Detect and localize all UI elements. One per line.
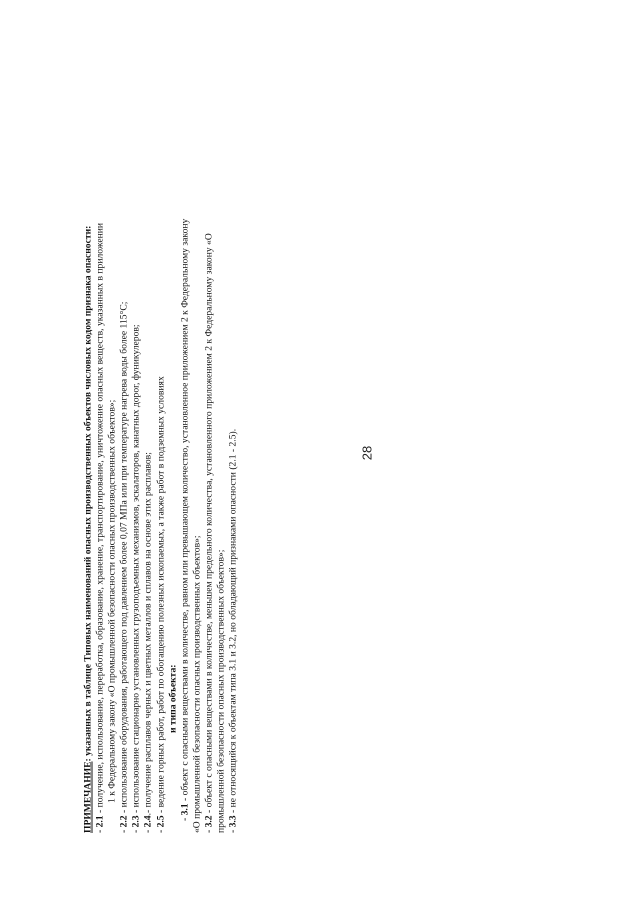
type-3-1-cont <box>191 73 203 833</box>
type-3-1 <box>179 73 191 833</box>
type-3-2 <box>203 73 215 833</box>
item-code: - 2.2 <box>118 815 130 833</box>
item-2-1-cont <box>107 73 119 833</box>
type-text: - объект с опасными веществами в количестве, меньшем предельного количества, установленного приложением 2 к Федеральному закону «О <box>203 233 215 816</box>
note-title: ПРИМЕЧАНИЕ <box>82 761 94 833</box>
item-code: - 2.5 <box>155 815 167 833</box>
item-2-5 <box>155 73 167 833</box>
item-2-4 <box>143 73 155 833</box>
item-2-3 <box>131 73 143 833</box>
page-number: 28 <box>359 445 375 461</box>
item-2-1 <box>95 73 107 833</box>
item-code: - 2.4 <box>142 815 154 833</box>
type-text: промышленной безопасности опасных производственных объектов»; <box>215 549 227 833</box>
type-code: - 3.1 <box>179 803 191 821</box>
type-3-3 <box>228 73 240 833</box>
item-2-2 <box>119 73 131 833</box>
type-text: «О промышленной безопасности опасных производственных объектов»; <box>191 535 203 833</box>
note-title-rest: : указанных в таблице Типовых наименований опасных производственных объектов числовых кодом признака опасности: <box>82 225 94 762</box>
item-code: - 2.1 <box>94 815 106 833</box>
item-text: - использование стационарно установленных грузоподъемных механизмов, эскалаторов, канатных дорог, фуникулеров; <box>130 324 142 816</box>
type-code: - 3.2 <box>203 815 215 833</box>
item-text: - ведение горных работ, работ по обогащению полезных ископаемых, а также работ в подземных условиях <box>155 376 167 816</box>
item-text: 1 к Федеральному закону «О промышленной безопасности опасных производственных объектов»; <box>106 399 118 803</box>
note-heading <box>83 73 95 833</box>
type-3-2-cont <box>216 73 228 833</box>
type-heading: и типа объекта: <box>167 664 179 733</box>
item-text: - использование оборудования, работающего под давлением более 0,07 МПа или при температуре нагрева воды более 115°С; <box>118 301 130 816</box>
item-text: - получение, использование, переработка, образование, хранение, транспортирование, уничтожение опасных веществ, указанных в приложении <box>94 223 106 816</box>
item-code: - 2.3 <box>130 815 142 833</box>
note-block <box>83 73 258 833</box>
type-text: - объект с опасными веществами в количестве, равном или превышающем количество, установленное приложением 2 к Федеральному закону <box>179 218 191 804</box>
type-code: - 3.3 <box>227 815 239 833</box>
type-text: - не относящийся к объектам типа 3.1 и 3.2, но обладающий признаками опасности (2.1 - 2.5). <box>227 428 239 816</box>
item-text: .- получение расплавов черных и цветных металлов и сплавов на основе этих расплавов; <box>142 452 154 816</box>
